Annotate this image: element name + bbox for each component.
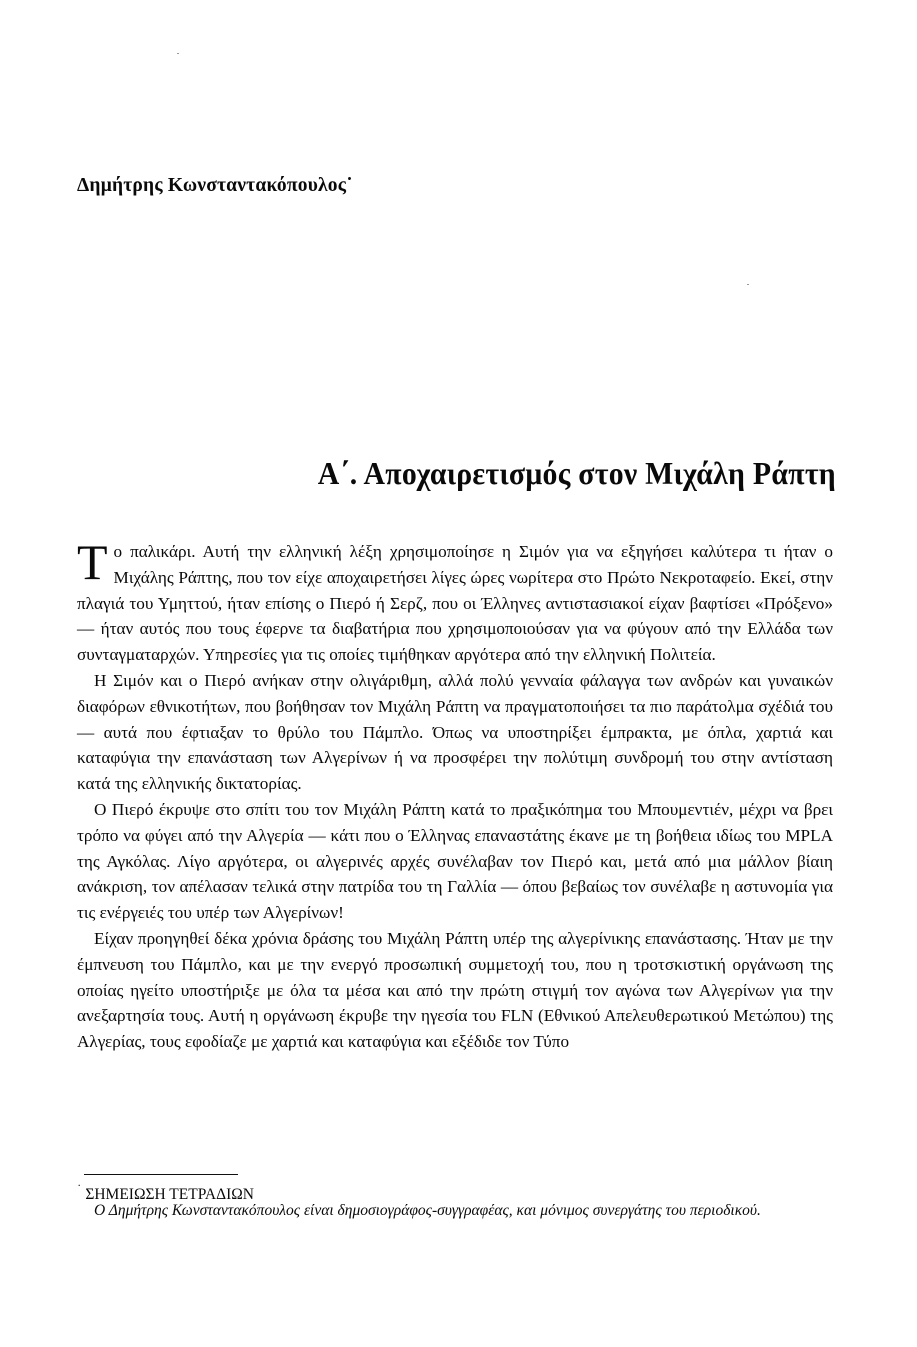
author-line <box>77 175 353 197</box>
paragraph: Ο Πιερό έκρυψε στο σπίτι του τον Μιχάλη Ράπτη κατά το πραξικόπημα του Μπουμεντιέν, μέχρι να βρει τρόπο να φύγει από την Αλγερία — κάτι που ο Έλληνας επαναστάτης έκανε με τη βοήθεια ιδίως του MPLA της Αγκόλας. Λίγο αργότερα, οι αλγερινές αρχές συνέλαβαν τον Πιερό και, μετά από μια μάλλον βίαιη ανάκριση, τον απέλασαν τελικά στην πατρίδα του τη Γαλλία — όπου βεβαίως τον συνέλαβε η αστυνομία για τις ενέργειές του υπέρ των Αλγερίνων! <box>77 799 833 923</box>
author-name: Δημήτρης Κωνσταντακόπουλος <box>77 175 347 196</box>
article-body <box>77 534 833 1055</box>
chapter-title: Α΄. Αποχαιρετισμός στον Μιχάλη Ράπτη <box>317 455 836 491</box>
footnote-marker: ˙ <box>77 1181 82 1196</box>
paragraph <box>77 534 833 668</box>
paragraph: Η Σιμόν και ο Πιερό ανήκαν στην ολιγάριθμη, αλλά πολύ γενναία φάλαγγα των ανδρών και γυναικών διαφόρων εθνικοτήτων, που βοήθησαν τον Μιχάλη Ράπτη να πραγματοποιήσει τα πιο παράτολμα σχέδιά του — αυτά που έφτιαξαν το θρύλο του Πάμπλο. Όπως να υποστηρίξει έμπρακτα, με όπλα, χαρτιά και καταφύγια την επανάσταση των Αλγερίνων ή να προσφέρει την πολύτιμη συνδρομή του στην αντίσταση κατά της ελληνικής δικτατορίας. <box>77 670 833 794</box>
scan-speck <box>177 53 179 54</box>
paragraph-text: ο παλικάρι. Αυτή την ελληνική λέξη χρησιμοποίησε η Σιμόν για να εξηγήσει καλύτερα τι ήταν ο Μιχάλης Ράπτης, που τον είχε αποχαιρετήσει λίγες ώρες νωρίτερα στο Πρώτο Νεκροταφείο. Εκεί, στην πλαγιά του Υμηττού, ήταν επίσης ο Πιερό ή Σερζ, που οι Έλληνες αντιστασιακοί είχαν βαφτίσει «Πρόξενο» — ήταν αυτός που τους έφερνε τα διαβατήρια που χρησιμοποιούσαν για να φύγουν από την Ελλάδα των συνταγματαρχών. Υπηρεσίες για τις οποίες τιμήθηκαν αργότερα από την ελληνική Πολιτεία. <box>77 542 833 665</box>
author-footnote-marker: ˙ <box>346 175 353 196</box>
scan-speck <box>747 284 749 285</box>
drop-cap: Τ <box>77 534 108 590</box>
paragraph: Είχαν προηγηθεί δέκα χρόνια δράσης του Μιχάλη Ράπτη υπέρ της αλγερίνικης επανάστασης. Ήταν με την έμπνευση του Πάμπλο, και με την ενεργό προσωπική συμμετοχή του, που η τροτσκιστική οργάνωση της οποίας ηγείτο υποστήριξε με όλα τα μέσα και από την πρώτη στιγμή τον αγώνα των Αλγερίνων για την ανεξαρτησία τους. Αυτή η οργάνωση έκρυβε την ηγεσία του FLN (Εθνικού Απελευθερωτικού Μετώπου) της Αλγερίας, τους εφοδίαζε με χαρτιά και καταφύγια και εξέδιδε τον Τύπο <box>77 928 833 1052</box>
footnote-text: Ο Δημήτρης Κωνσταντακόπουλος είναι δημοσιογράφος-συγγραφέας, και μόνιμος συνεργάτης του περιοδικού. <box>94 1202 761 1219</box>
footnote-divider <box>84 1174 238 1175</box>
footnote-heading-text: ΣΗΜΕΙΩΣΗ ΤΕΤΡΑΔΙΩΝ <box>85 1186 254 1204</box>
